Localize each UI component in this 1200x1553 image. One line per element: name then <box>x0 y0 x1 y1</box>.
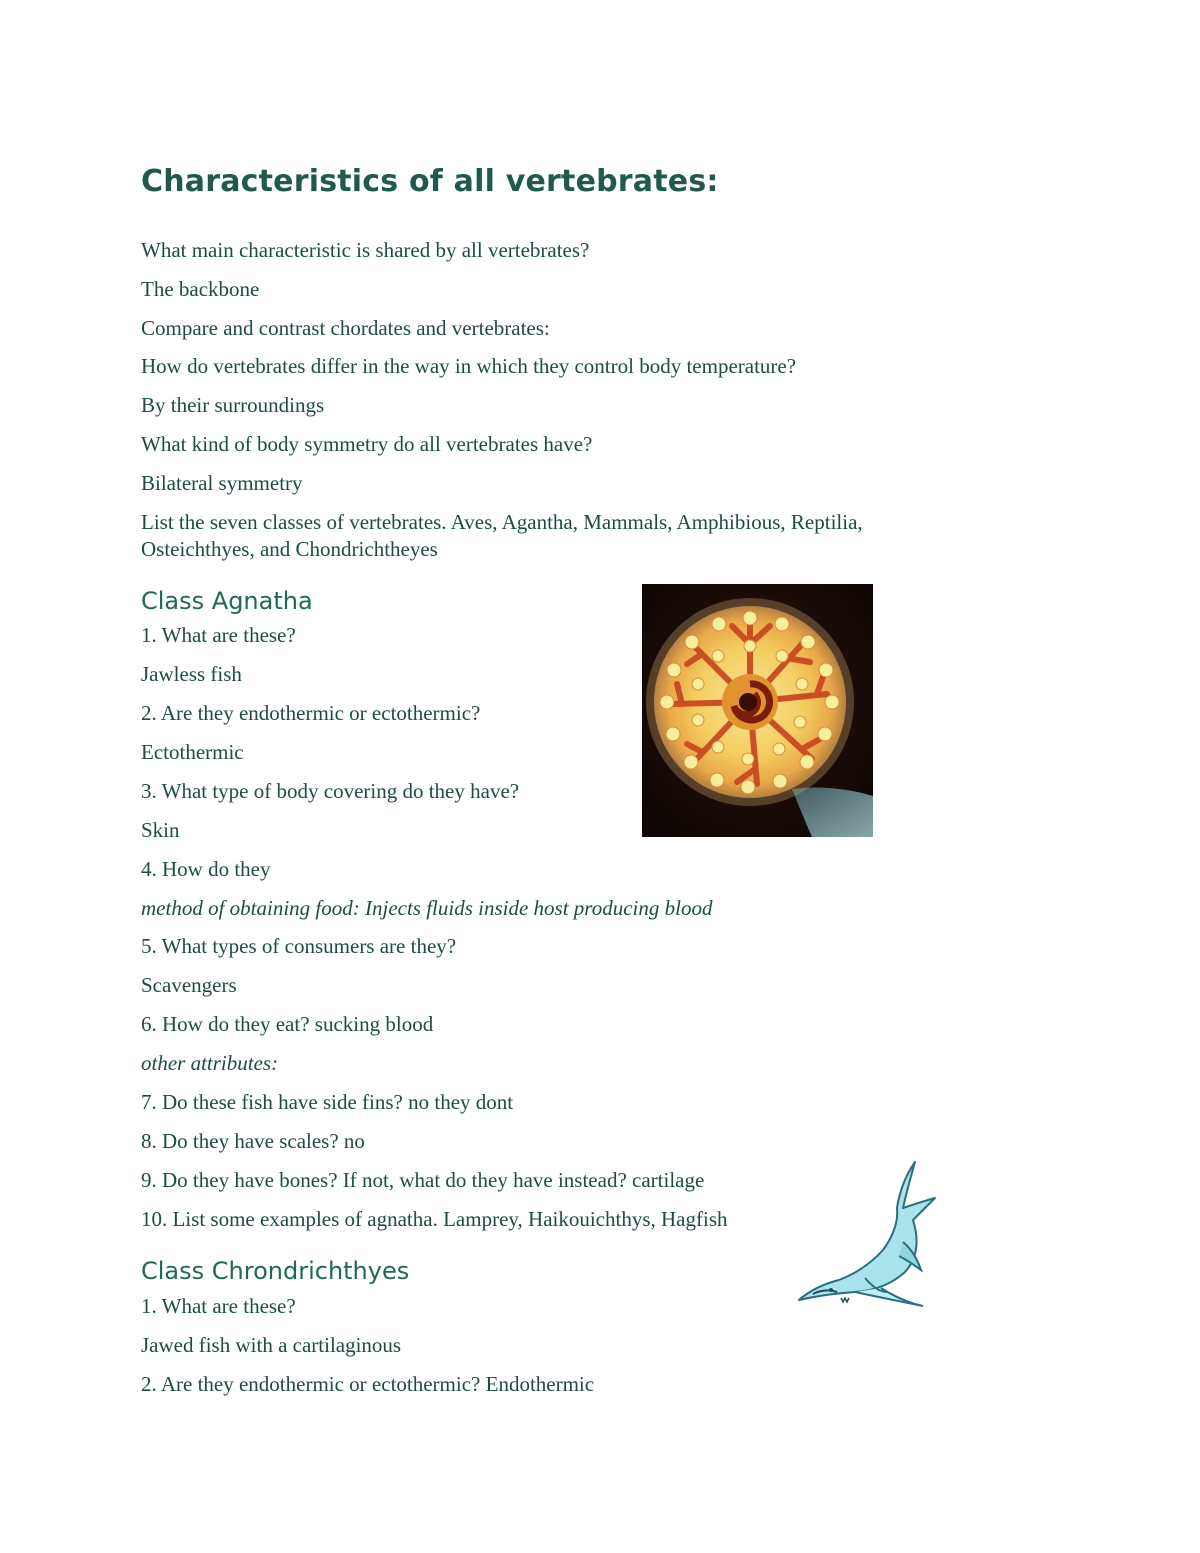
chondrichthyes-line: Jawed fish with a cartilaginous <box>141 1333 402 1357</box>
chondrichthyes-line: 1. What are these? <box>141 1294 296 1318</box>
lamprey-mouth-image <box>642 584 873 837</box>
agnatha-line: 3. What type of body covering do they have? <box>141 779 520 803</box>
agnatha-line: Jawless fish <box>141 662 242 686</box>
agnatha-line: 6. How do they eat? sucking blood <box>141 1012 434 1036</box>
question-compare-chordates: Compare and contrast chordates and vertebrates: <box>141 316 550 340</box>
shark-illustration <box>795 1160 940 1312</box>
agnatha-line: 9. Do they have bones? If not, what do they have instead? cartilage <box>141 1168 705 1192</box>
agnatha-line: Scavengers <box>141 973 237 997</box>
agnatha-line: 2. Are they endothermic or ectothermic? <box>141 701 481 725</box>
answer-body-symmetry: Bilateral symmetry <box>141 471 303 495</box>
agnatha-line: Ectothermic <box>141 740 244 764</box>
chondrichthyes-line: 2. Are they endothermic or ectothermic? Endothermic <box>141 1372 595 1396</box>
question-body-temperature: How do vertebrates differ in the way in which they control body temperature? <box>141 354 797 378</box>
agnatha-line: 5. What types of consumers are they? <box>141 934 457 958</box>
question-seven-classes: List the seven classes of vertebrates. Aves, Agantha, Mammals, Amphibious, Reptilia, Osteichthyes, and Chondrichtheyes <box>141 510 863 561</box>
section-heading-chondrichthyes: Class Chrondrichthyes <box>141 1257 410 1285</box>
question-main-characteristic: What main characteristic is shared by all vertebrates? <box>141 238 590 262</box>
agnatha-line: Skin <box>141 818 180 842</box>
section-heading-agnatha: Class Agnatha <box>141 587 313 615</box>
agnatha-line-italic: method of obtaining food: Injects fluids inside host producing blood <box>141 896 713 920</box>
agnatha-line-italic: other attributes: <box>141 1051 279 1075</box>
agnatha-line: 1. What are these? <box>141 623 296 647</box>
agnatha-line: 8. Do they have scales? no <box>141 1129 365 1153</box>
answer-main-characteristic: The backbone <box>141 277 260 301</box>
agnatha-line: 10. List some examples of agnatha. Lamprey, Haikouichthys, Hagfish <box>141 1207 728 1231</box>
answer-body-temperature: By their surroundings <box>141 393 325 417</box>
agnatha-line: 4. How do they <box>141 857 271 881</box>
agnatha-line: 7. Do these fish have side fins? no they dont <box>141 1090 514 1114</box>
question-body-symmetry: What kind of body symmetry do all vertebrates have? <box>141 432 593 456</box>
page-title: Characteristics of all vertebrates: <box>141 164 719 199</box>
